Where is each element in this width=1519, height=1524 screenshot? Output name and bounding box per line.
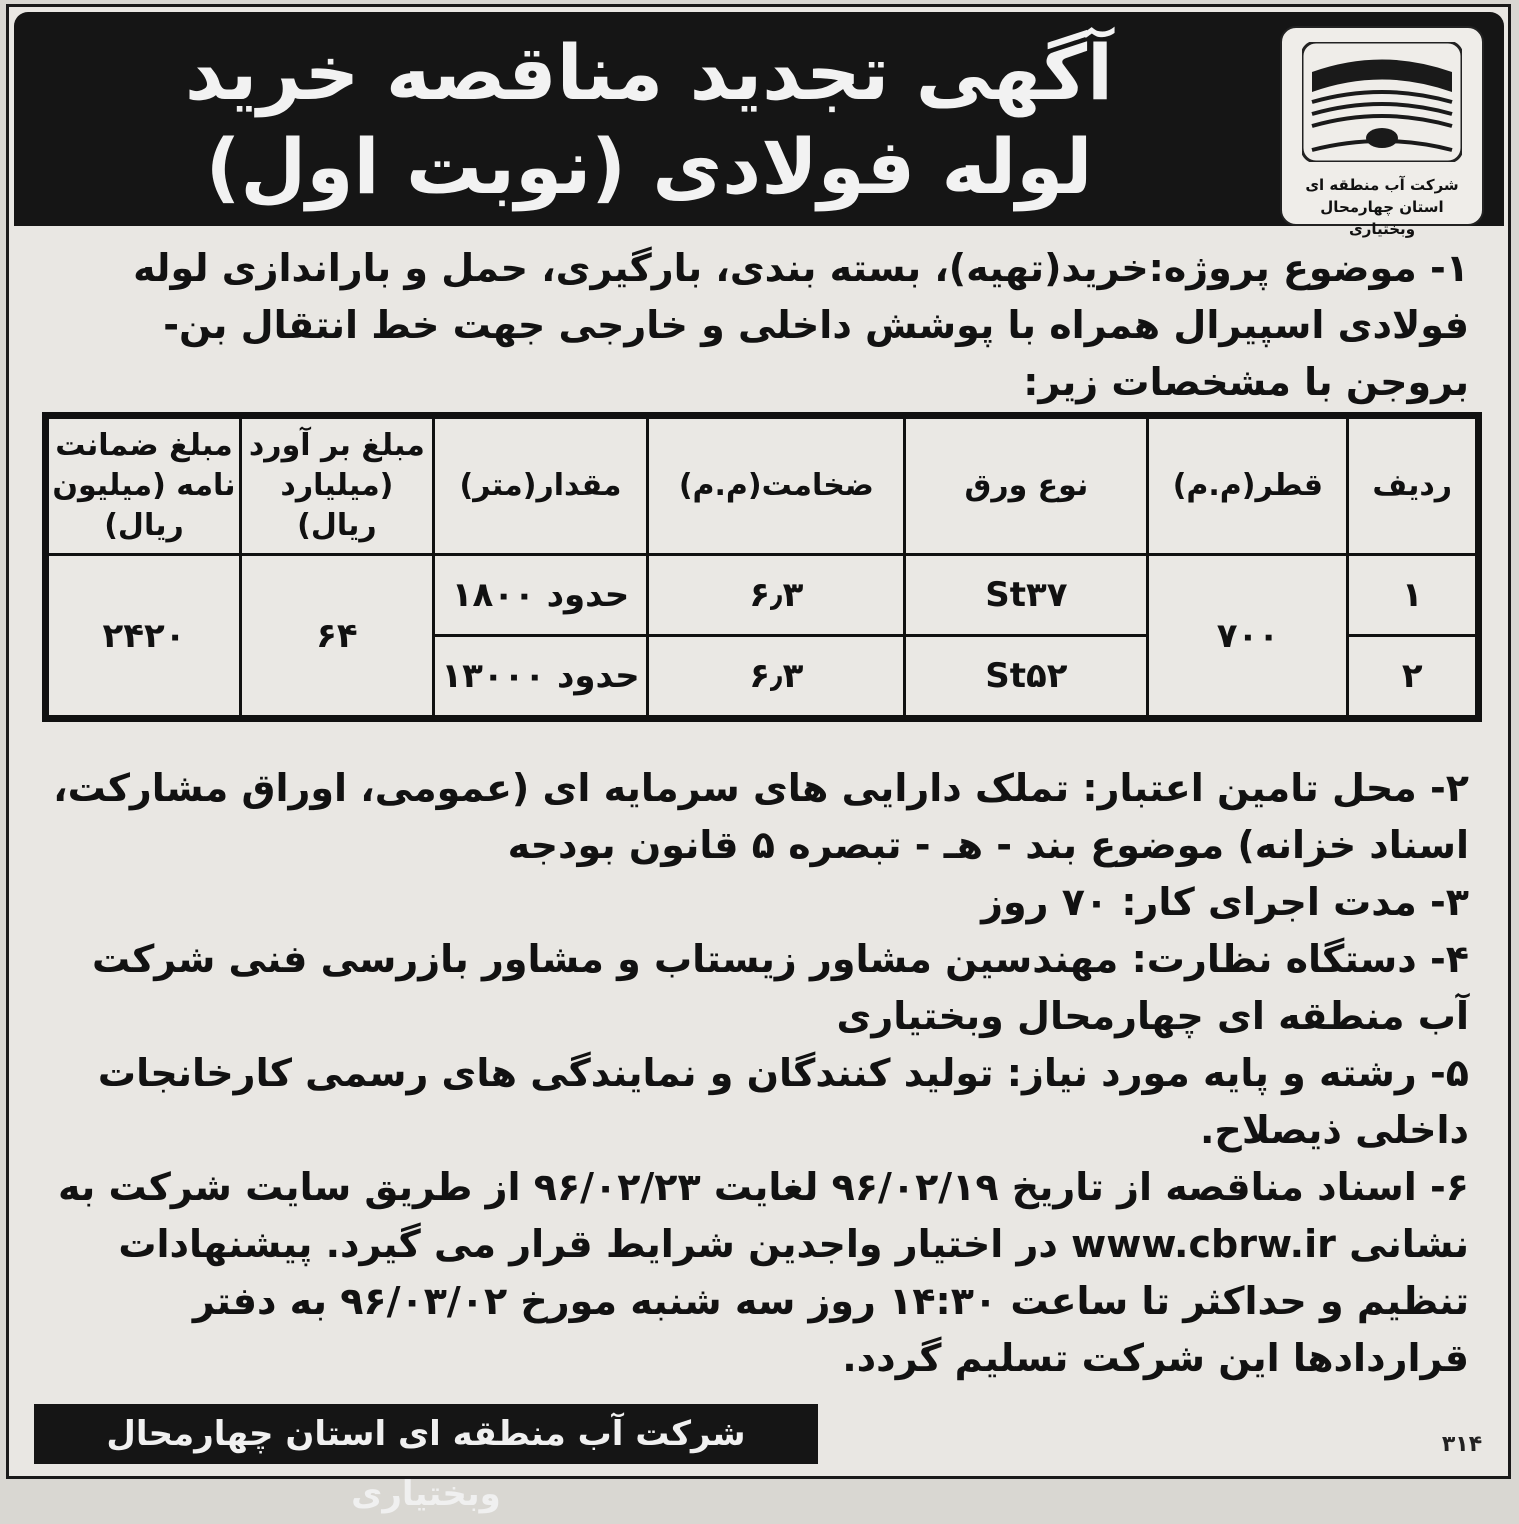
col-header-guarantee: مبلغ ضمانت نامه (میلیون ریال) (48, 418, 241, 555)
cell-quantity: حدود ۱۸۰۰ (433, 555, 647, 636)
logo-caption: شرکت آب منطقه ای استان چهارمحال وبختیاری (1305, 176, 1459, 238)
col-header-estimate: مبلغ بر آورد (میلیارد ریال) (240, 418, 433, 555)
title-line-2: لوله فولادی (نوبت اول) (205, 122, 1093, 211)
cell-estimate: ۶۴ (240, 555, 433, 717)
required-qualification: ۵- رشته و پایه مورد نیاز: تولید کنندگان و نمایندگی های رسمی کارخانجات داخلی ذیصلاح. (97, 1051, 1469, 1152)
cell-steel-type: St۵۲ (905, 636, 1148, 717)
tender-conditions (50, 760, 1469, 1387)
project-subject: ۱- موضوع پروژه:خرید(تهیه)، بسته بندی، بارگیری، حمل و باراندازی لوله فولادی اسپیرال همراه با پوشش داخلی و خارجی جهت خط انتقال بن- بروجن با مشخصات زیر: (133, 246, 1469, 404)
table-row (48, 555, 1477, 636)
ad-title (44, 26, 1254, 216)
cell-row-number: ۱ (1348, 555, 1477, 636)
table-header-row (48, 418, 1477, 555)
cell-thickness: ۶٫۳ (648, 555, 905, 636)
funding-source: ۲- محل تامین اعتبار: تملک دارایی های سرمایه ای (عمومی، اوراق مشارکت، اسناد خزانه) موضوع بند - هـ - تبصره ۵ قانون بودجه (53, 766, 1469, 867)
page-number: ۳۱۴ (1441, 1432, 1483, 1457)
col-header-quantity: مقدار(متر) (433, 418, 647, 555)
company-logo (1280, 26, 1484, 238)
supervision-body: ۴- دستگاه نظارت: مهندسین مشاور زیستاب و مشاور بازرسی فنی شرکت آب منطقه ای چهارمحال وبختیاری (91, 937, 1469, 1038)
cell-row-number: ۲ (1348, 636, 1477, 717)
cell-steel-type: St۳۷ (905, 555, 1148, 636)
col-header-steel-type: نوع ورق (905, 418, 1148, 555)
col-header-row: ردیف (1348, 418, 1477, 555)
cell-thickness: ۶٫۳ (648, 636, 905, 717)
footer-company-name: شرکت آب منطقه ای استان چهارمحال وبختیاری (34, 1404, 818, 1464)
tender-documents: ۶- اسناد مناقصه از تاریخ ۹۶/۰۲/۱۹ لغایت ۹۶/۰۲/۲۳ از طریق سایت شرکت به نشانی www.cbrw.ir در اختیار واجدین شرایط قرار می گیرد. پیشنهادات تنظیم و حداکثر تا ساعت ۱۴:۳۰ روز سه شنبه مورخ ۹۶/۰۳/۰۲ به دفتر قراردادها این شرکت تسلیم گردد. (57, 1165, 1469, 1380)
cell-diameter: ۷۰۰ (1148, 555, 1348, 717)
execution-duration: ۳- مدت اجرای کار: ۷۰ روز (981, 880, 1469, 924)
cell-quantity: حدود ۱۳۰۰۰ (433, 636, 647, 717)
ad-header (14, 12, 1504, 238)
cell-guarantee: ۲۴۲۰ (48, 555, 241, 717)
water-drop-logo-icon (1302, 42, 1462, 162)
col-header-diameter: قطر(م.م) (1148, 418, 1348, 555)
col-header-thickness: ضخامت(م.م) (648, 418, 905, 555)
title-line-1: آگهی تجدید مناقصه خرید (184, 28, 1114, 117)
specs-table (42, 412, 1482, 722)
